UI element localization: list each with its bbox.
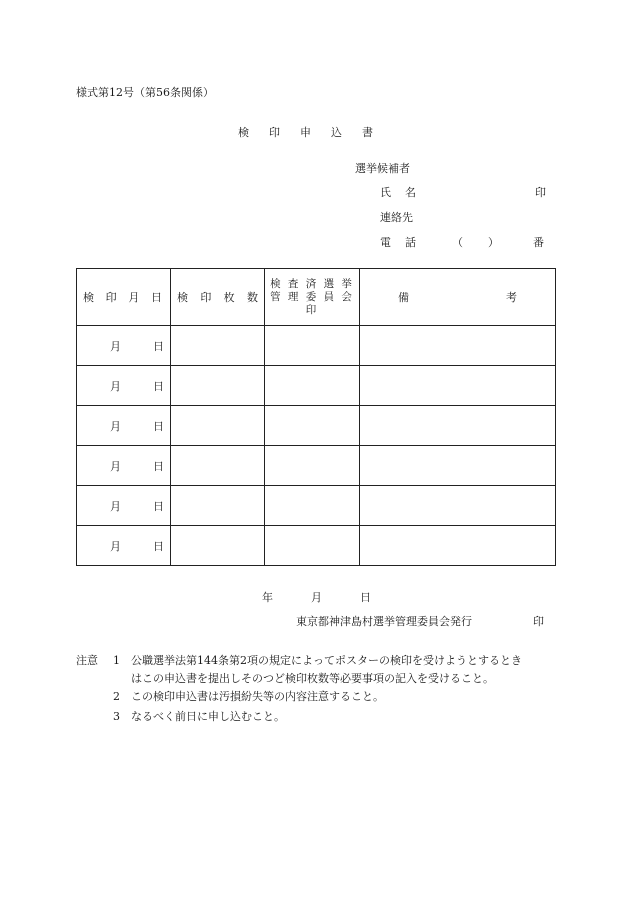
note-number: 1: [113, 654, 120, 667]
stamp-cell[interactable]: [265, 366, 360, 406]
date-cell[interactable]: [77, 366, 171, 406]
notes-heading: 注意: [76, 654, 98, 667]
header-stamp-line1: 検 査 済 選 挙: [270, 277, 354, 290]
remarks-cell[interactable]: [360, 486, 556, 526]
count-cell[interactable]: [171, 406, 265, 446]
note-text: なるべく前日に申し込むこと。: [131, 710, 285, 723]
header-char: 印: [200, 291, 212, 304]
note-item: [113, 708, 285, 724]
count-cell[interactable]: [171, 446, 265, 486]
count-cell[interactable]: [171, 486, 265, 526]
header-date: [77, 269, 171, 326]
table-row: [77, 446, 556, 486]
note-item: [113, 688, 384, 704]
count-cell[interactable]: [171, 366, 265, 406]
inspection-record-table: [76, 268, 556, 566]
table-row: [77, 486, 556, 526]
table-row: [77, 326, 556, 366]
issue-date: [262, 589, 371, 605]
month-label: 月: [110, 539, 121, 553]
date-cell[interactable]: [77, 526, 171, 566]
date-cell[interactable]: [77, 406, 171, 446]
issue-month-label: 月: [311, 591, 322, 604]
title-char: 申: [300, 126, 311, 139]
header-char: 月: [128, 291, 140, 304]
day-label: 日: [153, 419, 164, 433]
name-label: [380, 184, 416, 200]
header-count: [171, 269, 265, 326]
day-label: 日: [153, 339, 164, 353]
header-char: 日: [150, 291, 162, 304]
issue-year-label: 年: [262, 591, 273, 604]
header-char: 検: [83, 291, 94, 304]
header-char: 枚: [223, 291, 235, 304]
month-label: 月: [110, 419, 121, 433]
table-row: [77, 366, 556, 406]
date-cell[interactable]: [77, 326, 171, 366]
title-char: 込: [331, 126, 342, 139]
table-row: [77, 526, 556, 566]
day-label: 日: [153, 459, 164, 473]
phone-ban: 番: [533, 236, 544, 249]
month-label: 月: [110, 379, 121, 393]
phone-label-char: 電: [380, 236, 391, 249]
day-label: 日: [153, 379, 164, 393]
applicant-seal-mark: 印: [535, 186, 546, 199]
header-char: 印: [105, 291, 117, 304]
header-stamp: [265, 269, 360, 326]
month-label: 月: [110, 459, 121, 473]
name-label-char: 氏: [380, 186, 391, 199]
header-char: 検: [177, 291, 188, 304]
contact-label: 連絡先: [380, 211, 413, 224]
candidate-label: 選挙候補者: [355, 162, 410, 175]
header-remarks: [360, 269, 556, 326]
stamp-cell[interactable]: [265, 326, 360, 366]
issuer-seal-mark: 印: [533, 615, 544, 628]
note-text-continuation: はこの申込書を提出しそのつど検印枚数等必要事項の記入を受けること。: [131, 672, 494, 685]
header-char: 数: [246, 291, 258, 304]
note-item: [113, 652, 522, 668]
issue-day-label: 日: [360, 591, 371, 604]
note-number: 3: [113, 710, 120, 723]
title-char: 書: [362, 126, 373, 139]
count-cell[interactable]: [171, 526, 265, 566]
note-number: 2: [113, 690, 120, 703]
date-cell[interactable]: [77, 486, 171, 526]
document-title: [238, 124, 373, 140]
remarks-cell[interactable]: [360, 526, 556, 566]
title-char: 検: [238, 126, 249, 139]
header-stamp-line2: 管 理 委 員 会 印: [270, 290, 354, 316]
day-label: 日: [153, 539, 164, 553]
header-char: 備: [398, 291, 409, 304]
month-label: 月: [110, 499, 121, 513]
remarks-cell[interactable]: [360, 326, 556, 366]
title-char: 印: [269, 126, 280, 139]
stamp-cell[interactable]: [265, 486, 360, 526]
phone-paren-open: （: [452, 236, 463, 249]
table-row: [77, 406, 556, 446]
note-text: この検印申込書は汚損紛失等の内容注意すること。: [131, 690, 384, 703]
phone-label-char: 話: [405, 236, 416, 249]
stamp-cell[interactable]: [265, 406, 360, 446]
note-text: 公職選挙法第144条第2項の規定によってポスターの検印を受けようとするとき: [131, 654, 522, 667]
name-label-char: 名: [405, 186, 416, 199]
phone-paren-close: ）: [488, 236, 499, 249]
stamp-cell[interactable]: [265, 526, 360, 566]
header-char: 考: [506, 291, 517, 304]
remarks-cell[interactable]: [360, 366, 556, 406]
form-number: 様式第12号（第56条関係）: [76, 86, 214, 99]
issuer-name: 東京都神津島村選挙管理委員会発行: [296, 615, 472, 628]
count-cell[interactable]: [171, 326, 265, 366]
day-label: 日: [153, 499, 164, 513]
table-header-row: [77, 269, 556, 326]
remarks-cell[interactable]: [360, 406, 556, 446]
stamp-cell[interactable]: [265, 446, 360, 486]
phone-label: [380, 234, 416, 250]
date-cell[interactable]: [77, 446, 171, 486]
month-label: 月: [110, 339, 121, 353]
remarks-cell[interactable]: [360, 446, 556, 486]
